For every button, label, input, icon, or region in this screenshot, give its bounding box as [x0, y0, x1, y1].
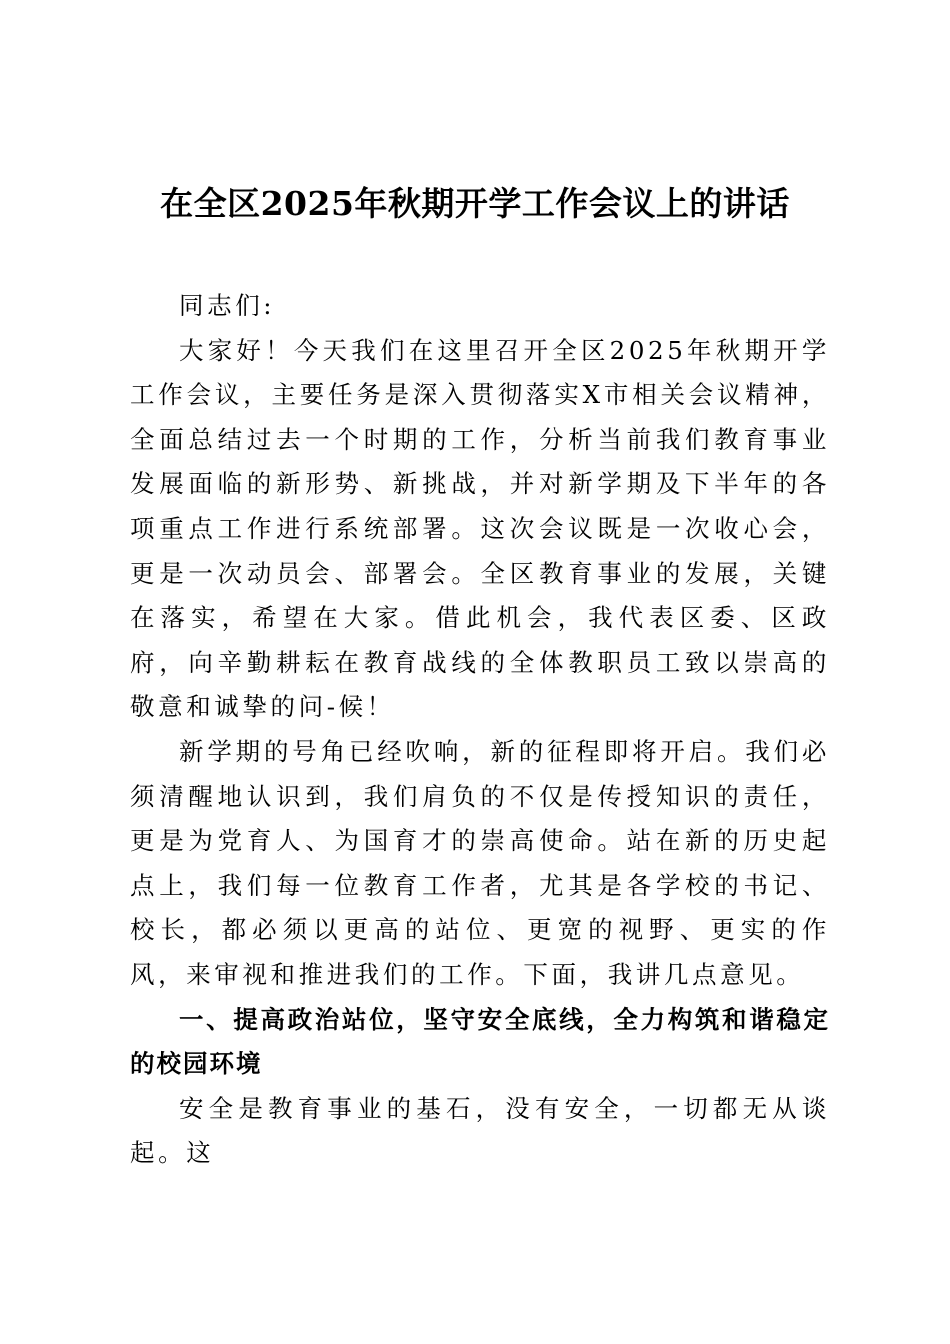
section-heading: 一、提高政治站位，坚守安全底线，全力构筑和谐稳定的校园环境 — [130, 1004, 830, 1079]
paragraph-new-semester: 新学期的号角已经吹响，新的征程即将开启。我们必须清醒地认识到，我们肩负的不仅是传授知识的责任，更是为党育人、为国育才的崇高使命。站在新的历史起点上，我们每一位教育工作者，尤其是各学校的书记、校长，都必须以更高的站位、更宽的视野、更实的作风，来审视和推进我们的工作。下面，我讲几点意见。 — [130, 736, 830, 989]
paragraph-opening: 大家好！今天我们在这里召开全区2025年秋期开学工作会议，主要任务是深入贯彻落实X市相关会议精神，全面总结过去一个时期的工作，分析当前我们教育事业发展面临的新形势、新挑战，并对新学期及下半年的各项重点工作进行系统部署。这次会议既是一次收心会，更是一次动员会、部署会。全区教育事业的发展，关键在落实，希望在大家。借此机会，我代表区委、区政府，向辛勤耕耘在教育战线的全体教职员工致以崇高的敬意和诚挚的问-候！ — [130, 335, 830, 722]
document-body — [130, 284, 830, 1176]
paragraph-section-1: 安全是教育事业的基石，没有安全，一切都无从谈起。这 — [130, 1093, 830, 1168]
salutation: 同志们: — [179, 291, 276, 320]
document-title: 在全区2025年秋期开学工作会议上的讲话 — [160, 184, 790, 223]
